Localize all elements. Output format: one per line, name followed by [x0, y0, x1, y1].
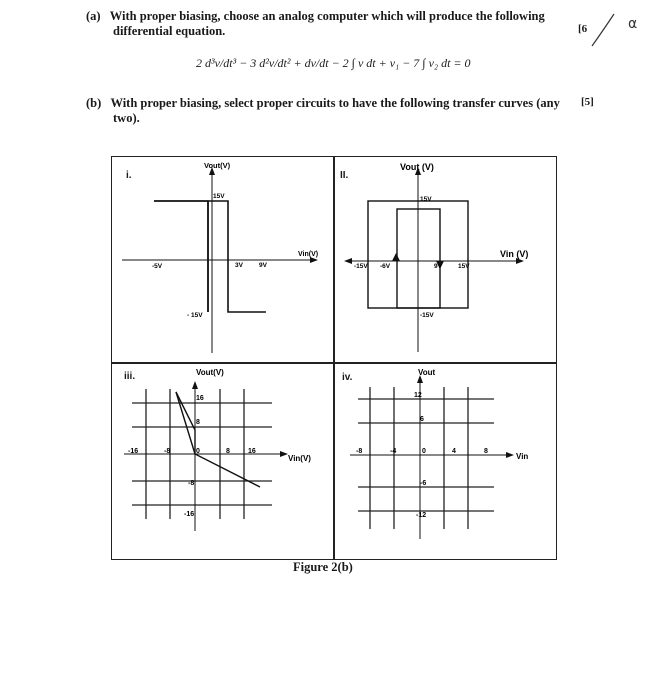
panel-i-x-label: Vin(V) — [298, 251, 319, 258]
panel-ii-tick-x-neg2: -6V — [380, 263, 391, 270]
question-a-text: With proper biasing, choose an analog computer which will produce the following — [109, 9, 545, 23]
question-a-label: (a) — [86, 9, 101, 23]
panel-iv-tick-y4: -12 — [416, 512, 427, 519]
question-a-marks: [6 — [578, 23, 588, 35]
panel-ii-tick-x-pos2: 15V — [458, 263, 470, 270]
panel-iv-numeral: iv. — [342, 372, 353, 383]
panel-i-transfer-curve-left — [154, 201, 208, 312]
panel-iii-tick-x4: 8 — [226, 448, 230, 455]
panel-iv-tick-y2: 6 — [420, 416, 424, 423]
panel-iii-tick-y1: 16 — [196, 395, 204, 402]
panel-iii-tick-y4: -16 — [184, 511, 195, 518]
panel-ii-tick-x-pos1: 9V — [434, 263, 442, 270]
panel-ii-plot — [334, 157, 554, 361]
panel-iii-x-arrow-icon — [280, 451, 288, 457]
question-a-line1 — [86, 9, 545, 23]
panel-iv-y-label: Vout — [418, 368, 436, 377]
question-b-text-line2: two). — [113, 111, 140, 125]
panel-iii-tick-x5: 16 — [248, 448, 256, 455]
panel-iv-tick-x4: 4 — [452, 448, 456, 455]
panel-i-transfer-curve — [154, 201, 266, 312]
panel-iii-tick-x1: -16 — [128, 448, 139, 455]
panel-iii-numeral: iii. — [124, 371, 136, 382]
panel-iv-tick-y1: 12 — [414, 392, 422, 399]
panel-i-plot — [112, 157, 332, 361]
question-b-marks: [5] — [581, 96, 594, 108]
panel-iv-tick-x1: -8 — [356, 448, 363, 455]
panel-iii-x-label: Vin(V) — [288, 454, 311, 463]
panel-iii-y-arrow-icon — [192, 381, 198, 389]
panel-iii-tick-y3: -8 — [188, 480, 195, 487]
figure-caption: Figure 2(b) — [293, 560, 353, 574]
question-a-text-line2: differential equation. — [113, 24, 226, 38]
panel-iii-tick-y2: 8 — [196, 419, 200, 426]
pen-stroke-icon — [588, 10, 618, 50]
panel-iv-x-label: Vin — [516, 452, 529, 461]
panel-ii-tick-y-neg: -15V — [420, 312, 434, 319]
question-b-line1 — [86, 96, 560, 110]
panel-i-numeral: i. — [126, 170, 132, 181]
panel-iii-y-label: Vout(V) — [196, 368, 224, 377]
panel-iii-tick-x2: -8 — [164, 448, 171, 455]
question-b-text: With proper biasing, select proper circuits to have the following transfer curves (any — [110, 96, 560, 110]
panel-ii-x-arrow-left-icon — [344, 258, 352, 264]
panel-i-tick-x-neg: -5V — [152, 263, 163, 270]
panel-ii-tick-x-neg1: -15V — [354, 263, 368, 270]
panel-iv-x-arrow-icon — [506, 452, 514, 458]
panel-iii-tick-x3: 0 — [196, 448, 200, 455]
panel-ii-y-label: Vout (V) — [400, 162, 434, 172]
panel-i-tick-x-b: 9V — [259, 262, 267, 269]
panel-iv-tick-y3: -6 — [420, 480, 427, 487]
panel-ii-down-arrow-icon — [392, 253, 400, 261]
panel-iii-plot — [112, 363, 332, 557]
differential-equation: 2 d³v/dt³ − 3 d²v/dt² + dv/dt − 2 ∫ v dt + v₁ − 7 ∫ v₂ dt = 0 — [196, 56, 471, 70]
panel-i-tick-x-a: 3V — [235, 262, 243, 269]
panel-i-tick-y-pos: 15V — [213, 193, 225, 200]
panel-i-tick-y-neg: - 15V — [187, 312, 203, 319]
panel-iv-grid — [358, 387, 494, 529]
panel-ii-tick-y-pos: 15V — [420, 196, 432, 203]
panel-iv-plot — [334, 363, 554, 557]
panel-iii-transfer-curve — [176, 392, 260, 487]
panel-iv-tick-x3: 0 — [422, 448, 426, 455]
panel-i-y-label: Vout(V) — [204, 161, 231, 170]
panel-iv-tick-x5: 8 — [484, 448, 488, 455]
panel-iv-tick-x2: -4 — [390, 448, 397, 455]
margin-note-alpha: α — [628, 16, 638, 32]
question-b-label: (b) — [86, 96, 102, 110]
panel-ii-x-label: Vin (V) — [500, 249, 529, 259]
panel-ii-numeral: II. — [340, 170, 349, 181]
